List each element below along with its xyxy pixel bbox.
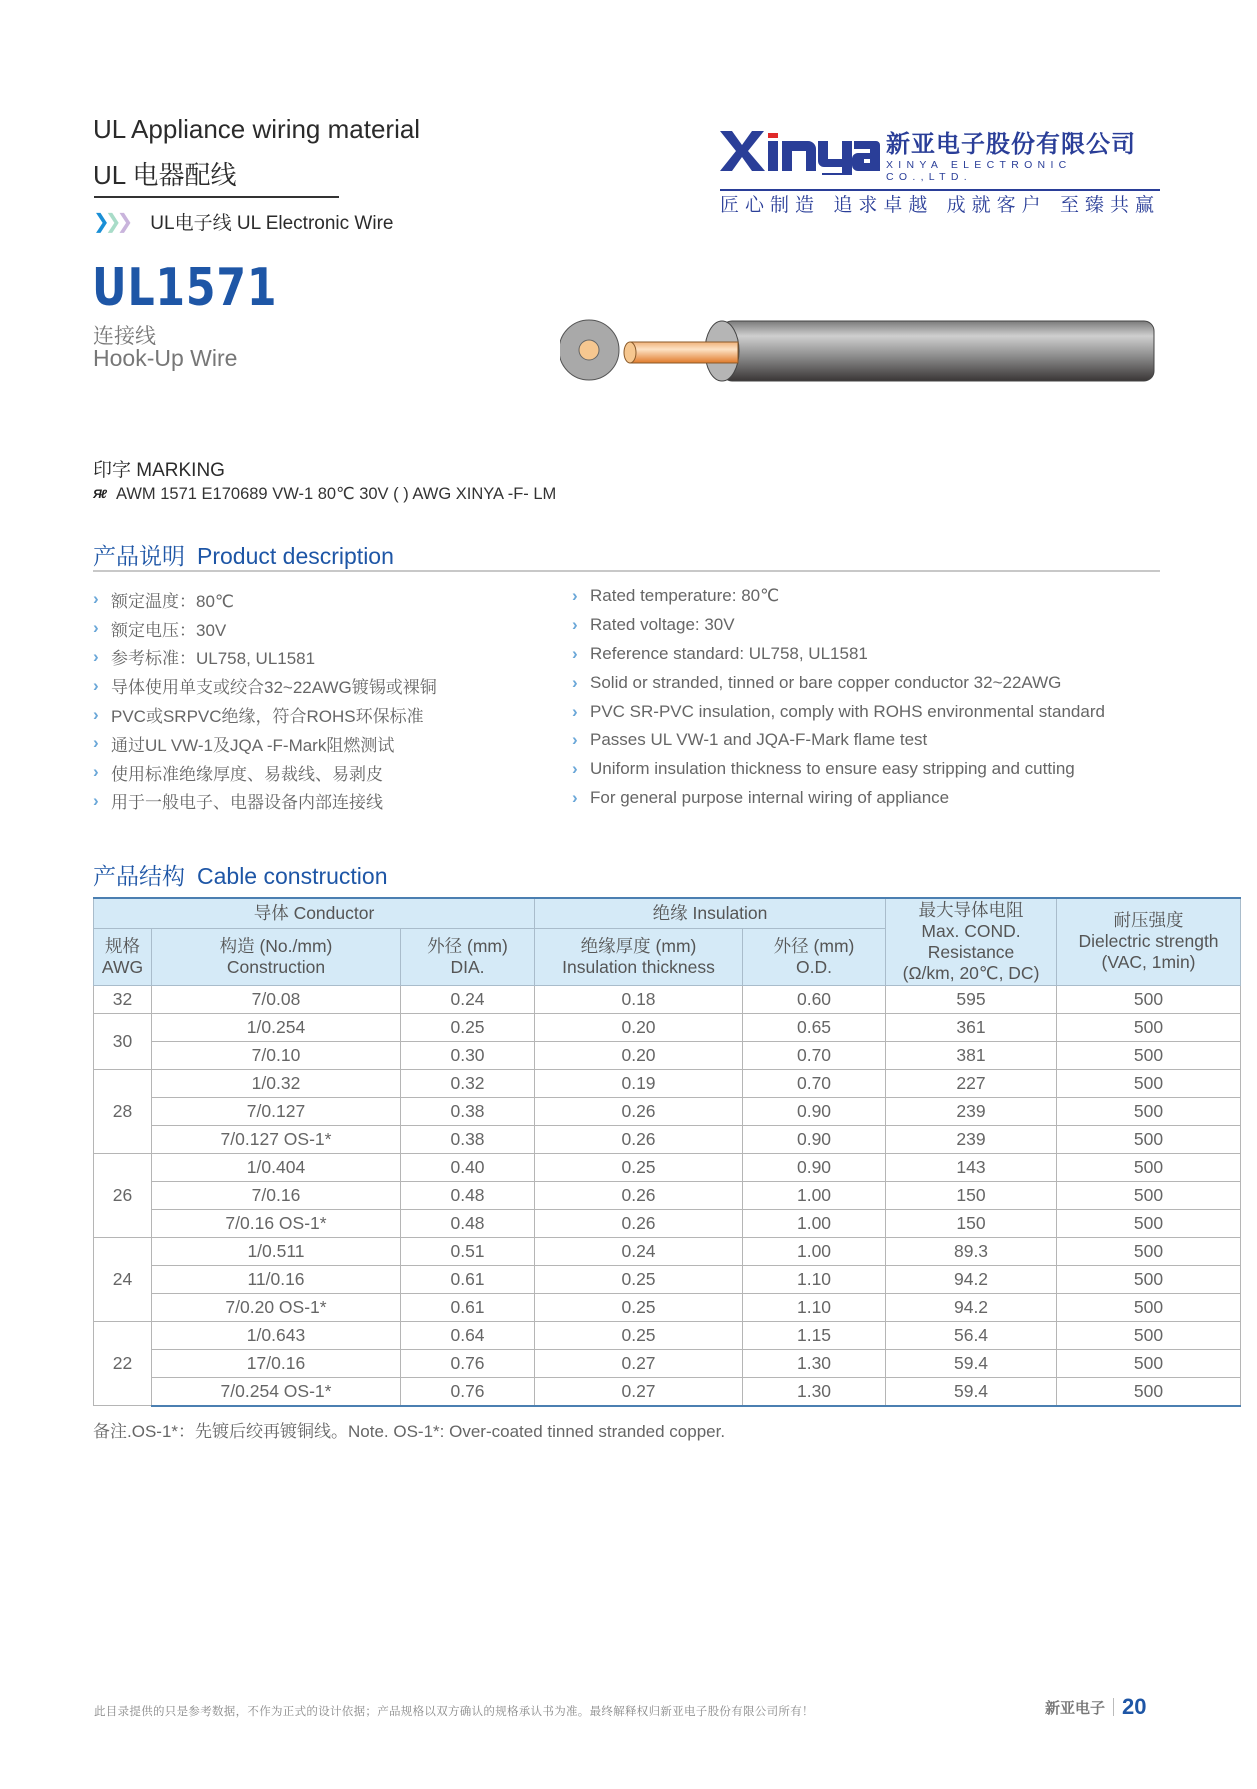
- slogan-4: 至臻共赢: [1059, 195, 1160, 216]
- cell-dia: 0.48: [401, 1209, 535, 1237]
- heading-cn: 产品结构: [93, 863, 185, 889]
- header-construction: 构造 (No./mm) Construction: [152, 928, 401, 985]
- cell-dia: 0.40: [401, 1153, 535, 1181]
- cell-insulation-thickness: 0.26: [535, 1181, 743, 1209]
- header-conductor: 导体 Conductor: [94, 898, 535, 928]
- cell-awg: 26: [94, 1153, 152, 1237]
- cell-dia: 0.76: [401, 1349, 535, 1377]
- list-item: › Solid or stranded, tinned or bare copper conductor 32~22AWG: [572, 672, 1062, 692]
- table-row: [94, 1321, 1241, 1349]
- table-row: [94, 1293, 1241, 1321]
- chevron-right-icon: ›: [572, 672, 578, 692]
- cell-construction: 1/0.404: [152, 1153, 401, 1181]
- cell-od: 1.10: [743, 1265, 886, 1293]
- list-item: › 导体使用单支或绞合32~22AWG镀锡或裸铜: [93, 675, 437, 698]
- chevron-right-icon: ›: [93, 618, 99, 638]
- cell-dielectric: 500: [1057, 1181, 1241, 1209]
- cell-dielectric: 500: [1057, 1237, 1241, 1265]
- chevron-right-icon: ›: [572, 730, 578, 750]
- chevron-right-icon: ›: [93, 790, 99, 810]
- header-dielectric: 耐压强度 Dielectric strength (VAC, 1min): [1057, 898, 1241, 985]
- footer-separator: [1113, 1698, 1114, 1716]
- cell-dia: 0.51: [401, 1237, 535, 1265]
- cable-construction-table: [93, 897, 1241, 1407]
- ul-recognized-icon: Яℓ: [93, 487, 106, 501]
- cell-construction: 7/0.127: [152, 1097, 401, 1125]
- cell-dia: 0.30: [401, 1041, 535, 1069]
- cell-awg: 32: [94, 985, 152, 1013]
- description-list-en: [572, 582, 1105, 812]
- xinya-wordmark-icon: [720, 125, 880, 175]
- cell-resistance: 59.4: [886, 1349, 1057, 1377]
- slogan-1: 匠心制造: [720, 195, 821, 216]
- cell-resistance: 150: [886, 1209, 1057, 1237]
- cell-od: 1.15: [743, 1321, 886, 1349]
- list-item: › 使用标准绝缘厚度、易裁线、易剥皮: [93, 762, 383, 784]
- cell-awg: 22: [94, 1321, 152, 1406]
- slogan-2: 追求卓越: [833, 195, 934, 216]
- chevron-right-icon: ›: [572, 615, 578, 635]
- list-item: › 参考标准：UL758, UL1581: [93, 646, 316, 669]
- chevron-right-icon: ›: [93, 704, 99, 724]
- cell-construction: 7/0.10: [152, 1041, 401, 1069]
- cell-resistance: 59.4: [886, 1377, 1057, 1406]
- slogan-3: 成就客户: [946, 195, 1047, 216]
- cell-insulation-thickness: 0.25: [535, 1293, 743, 1321]
- cell-insulation-thickness: 0.26: [535, 1125, 743, 1153]
- cell-dielectric: 500: [1057, 1097, 1241, 1125]
- marking-title: 印字 MARKING: [93, 460, 225, 481]
- cell-od: 1.10: [743, 1293, 886, 1321]
- cell-od: 1.00: [743, 1237, 886, 1265]
- footer-disclaimer: 此目录提供的只是参考数据，不作为正式的设计依据；产品规格以双方确认的规格承认书为准。最终解释权归新亚电子股份有限公司所有！: [94, 1706, 814, 1718]
- marking-text: AWM 1571 E170689 VW-1 80℃ 30V ( ) AWG XINYA -F- LM: [115, 485, 557, 503]
- list-item: › PVC或SRPVC绝缘，符合ROHS环保标准: [93, 704, 424, 727]
- chevron-right-icon: ›: [572, 701, 578, 721]
- cell-insulation-thickness: 0.20: [535, 1013, 743, 1041]
- company-slogans: [720, 190, 1160, 217]
- table-row: [94, 1153, 1241, 1181]
- header-insulation: 绝缘 Insulation: [535, 898, 886, 928]
- cell-resistance: 381: [886, 1041, 1057, 1069]
- cell-resistance: 239: [886, 1097, 1057, 1125]
- cell-construction: 7/0.127 OS-1*: [152, 1125, 401, 1153]
- cell-resistance: 361: [886, 1013, 1057, 1041]
- category-title-cn: UL 电器配线: [93, 160, 237, 190]
- cell-insulation-thickness: 0.25: [535, 1265, 743, 1293]
- list-item: › 额定电压：30V: [93, 618, 227, 640]
- table-row: [94, 985, 1241, 1013]
- cell-construction: 1/0.32: [152, 1069, 401, 1097]
- cell-resistance: 150: [886, 1181, 1057, 1209]
- category-title-en: UL Appliance wiring material: [93, 114, 421, 144]
- cell-construction: 7/0.16: [152, 1181, 401, 1209]
- table-note: 备注.OS-1*：先镀后绞再镀铜线。Note. OS-1*: Over-coated tinned stranded copper.: [93, 1422, 726, 1441]
- cell-dia: 0.64: [401, 1321, 535, 1349]
- cell-od: 0.90: [743, 1153, 886, 1181]
- table-row: [94, 1377, 1241, 1406]
- page-number: 20: [1122, 1694, 1147, 1719]
- cell-od: 0.90: [743, 1097, 886, 1125]
- subcategory-text: UL电子线 UL Electronic Wire: [150, 213, 394, 234]
- cell-od: 1.30: [743, 1349, 886, 1377]
- cell-resistance: 227: [886, 1069, 1057, 1097]
- table-row: [94, 1209, 1241, 1237]
- heading-en: Product description: [197, 543, 394, 569]
- cell-od: 1.30: [743, 1377, 886, 1406]
- chevron-right-icon: ›: [93, 646, 99, 666]
- company-name-en: XINYA ELECTRONIC CO.,LTD.: [886, 159, 1072, 183]
- cell-insulation-thickness: 0.25: [535, 1153, 743, 1181]
- cell-construction: 1/0.643: [152, 1321, 401, 1349]
- cell-dielectric: 500: [1057, 1125, 1241, 1153]
- list-item: › Rated temperature: 80℃: [572, 586, 780, 606]
- cell-resistance: 94.2: [886, 1265, 1057, 1293]
- cell-dielectric: 500: [1057, 1013, 1241, 1041]
- table-row: [94, 1265, 1241, 1293]
- cell-dielectric: 500: [1057, 1209, 1241, 1237]
- list-item: › For general purpose internal wiring of appliance: [572, 787, 950, 807]
- cell-insulation-thickness: 0.20: [535, 1041, 743, 1069]
- triple-chevron-icon: ❯ ❯ ❯: [93, 210, 134, 233]
- cell-od: 1.00: [743, 1181, 886, 1209]
- chevron-right-icon: ›: [93, 733, 99, 753]
- cell-construction: 7/0.20 OS-1*: [152, 1293, 401, 1321]
- cell-resistance: 89.3: [886, 1237, 1057, 1265]
- cell-construction: 17/0.16: [152, 1349, 401, 1377]
- heading-cn: 产品说明: [93, 543, 185, 569]
- list-item: › Passes UL VW-1 and JQA-F-Mark flame test: [572, 730, 928, 750]
- product-name-cn: 连接线: [93, 325, 156, 348]
- cell-dia: 0.38: [401, 1097, 535, 1125]
- cell-od: 0.65: [743, 1013, 886, 1041]
- marking-line: [93, 484, 556, 504]
- chevron-right-icon: ›: [572, 759, 578, 779]
- table-row: [94, 1041, 1241, 1069]
- header-insulation-thickness: 绝缘厚度 (mm) Insulation thickness: [535, 928, 743, 985]
- cell-construction: 7/0.254 OS-1*: [152, 1377, 401, 1406]
- cell-resistance: 56.4: [886, 1321, 1057, 1349]
- list-item: › Uniform insulation thickness to ensure easy stripping and cutting: [572, 759, 1075, 779]
- product-name-en: Hook-Up Wire: [93, 345, 238, 371]
- cell-insulation-thickness: 0.19: [535, 1069, 743, 1097]
- cell-construction: 1/0.511: [152, 1237, 401, 1265]
- cell-od: 0.90: [743, 1125, 886, 1153]
- chevron-right-icon: ›: [572, 643, 578, 663]
- table-row: [94, 1069, 1241, 1097]
- table-row: [94, 1237, 1241, 1265]
- cell-awg: 28: [94, 1069, 152, 1153]
- cell-insulation-thickness: 0.27: [535, 1377, 743, 1406]
- company-logo: [720, 125, 1160, 191]
- cell-dielectric: 500: [1057, 1377, 1241, 1406]
- cell-od: 0.70: [743, 1069, 886, 1097]
- cell-dielectric: 500: [1057, 1293, 1241, 1321]
- cell-dielectric: 500: [1057, 1265, 1241, 1293]
- table-row: [94, 1013, 1241, 1041]
- cell-od: 0.70: [743, 1041, 886, 1069]
- table-body: [94, 985, 1241, 1406]
- chevron-right-icon: ›: [93, 589, 99, 609]
- cell-dia: 0.61: [401, 1293, 535, 1321]
- header-dia: 外径 (mm) DIA.: [401, 928, 535, 985]
- cell-resistance: 595: [886, 985, 1057, 1013]
- cell-awg: 30: [94, 1013, 152, 1069]
- cell-insulation-thickness: 0.26: [535, 1209, 743, 1237]
- cell-insulation-thickness: 0.26: [535, 1097, 743, 1125]
- cell-construction: 11/0.16: [152, 1265, 401, 1293]
- heading-en: Cable construction: [197, 863, 388, 889]
- cell-od: 0.60: [743, 985, 886, 1013]
- cell-dia: 0.24: [401, 985, 535, 1013]
- cell-dia: 0.76: [401, 1377, 535, 1406]
- cell-dielectric: 500: [1057, 1041, 1241, 1069]
- header-od: 外径 (mm) O.D.: [743, 928, 886, 985]
- cell-dia: 0.32: [401, 1069, 535, 1097]
- cell-resistance: 143: [886, 1153, 1057, 1181]
- subcategory-label: [93, 208, 393, 235]
- cell-insulation-thickness: 0.25: [535, 1321, 743, 1349]
- cell-dia: 0.25: [401, 1013, 535, 1041]
- cell-insulation-thickness: 0.18: [535, 985, 743, 1013]
- cable-construction-heading: [93, 858, 388, 891]
- cell-dia: 0.48: [401, 1181, 535, 1209]
- company-name-cn: 新亚电子股份有限公司: [886, 131, 1136, 158]
- cell-dielectric: 500: [1057, 1349, 1241, 1377]
- product-code: UL1571: [92, 258, 278, 318]
- category-divider: [94, 196, 339, 198]
- list-item: › 通过UL VW-1及JQA -F-Mark阻燃测试: [93, 733, 395, 755]
- section-divider: [93, 570, 1160, 572]
- list-item: › Reference standard: UL758, UL1581: [572, 643, 868, 663]
- table-row: [94, 1181, 1241, 1209]
- chevron-right-icon: ›: [572, 787, 578, 807]
- wire-side-view-icon: [624, 321, 1154, 381]
- cell-resistance: 239: [886, 1125, 1057, 1153]
- table-row: [94, 1349, 1241, 1377]
- list-item: › 用于一般电子、电器设备内部连接线: [93, 790, 383, 813]
- chevron-right-icon: ›: [93, 675, 99, 695]
- xinya-logo-mark: [720, 125, 880, 183]
- cell-od: 1.00: [743, 1209, 886, 1237]
- cell-awg: 24: [94, 1237, 152, 1321]
- cell-insulation-thickness: 0.24: [535, 1237, 743, 1265]
- wire-cross-section-icon: [560, 320, 619, 380]
- list-item: › PVC SR-PVC insulation, comply with ROHS environmental standard: [572, 701, 1105, 721]
- header-resistance: 最大导体电阻 Max. COND. Resistance (Ω/km, 20℃, DC): [886, 898, 1057, 985]
- cell-dielectric: 500: [1057, 1321, 1241, 1349]
- description-list-cn: [93, 585, 437, 815]
- cell-dia: 0.61: [401, 1265, 535, 1293]
- cell-construction: 7/0.16 OS-1*: [152, 1209, 401, 1237]
- product-description-heading: [93, 538, 394, 571]
- cell-construction: 1/0.254: [152, 1013, 401, 1041]
- table-row: [94, 1097, 1241, 1125]
- list-item: › 额定温度：80℃: [93, 589, 235, 611]
- footer-page-info: [1045, 1694, 1147, 1720]
- table-row: [94, 1125, 1241, 1153]
- cell-resistance: 94.2: [886, 1293, 1057, 1321]
- cell-insulation-thickness: 0.27: [535, 1349, 743, 1377]
- list-item: › Rated voltage: 30V: [572, 615, 735, 635]
- cell-dielectric: 500: [1057, 1153, 1241, 1181]
- chevron-right-icon: ›: [93, 762, 99, 782]
- cell-dielectric: 500: [1057, 985, 1241, 1013]
- cell-dielectric: 500: [1057, 1069, 1241, 1097]
- cell-construction: 7/0.08: [152, 985, 401, 1013]
- chevron-right-icon: ›: [572, 586, 578, 606]
- header-awg: 规格 AWG: [94, 928, 152, 985]
- footer-brand: 新亚电子: [1045, 1699, 1106, 1717]
- cell-dia: 0.38: [401, 1125, 535, 1153]
- wire-illustration: [560, 300, 1160, 400]
